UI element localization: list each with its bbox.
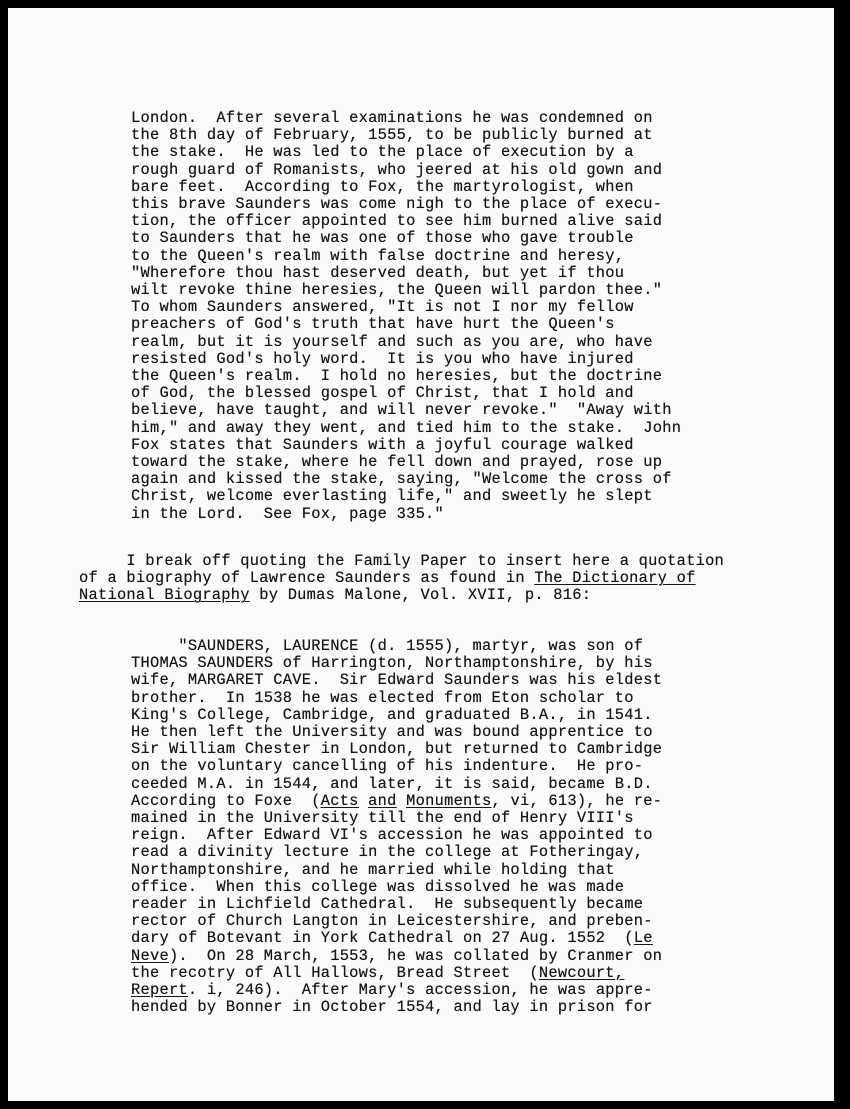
biography-line: wife, MARGARET CAVE. Sir Edward Saunders was his eldest <box>131 671 663 690</box>
reference-title: Newcourt, <box>538 963 625 982</box>
biography-line: reader in Lichfield Cathedral. He subsequently became <box>131 895 644 914</box>
biography-line: Sir William Chester in London, but returned to Cambridge <box>131 740 663 759</box>
biography-line: hended by Bonner in October 1554, and lay in prison for <box>131 998 653 1017</box>
book-title: The Dictionary of <box>534 569 696 588</box>
quote-line: to the Queen's realm with false doctrine and heresy, <box>131 246 625 265</box>
quote-line: the stake. He was led to the place of execution by a <box>131 143 634 162</box>
biography-text: dary of Botevant in York Cathedral on 27 Aug. 1552 ( <box>131 929 634 948</box>
quote-line: bare feet. According to Fox, the martyrologist, when <box>131 177 634 196</box>
martyrdom-quote <box>131 110 681 523</box>
quote-line: to Saunders that he was one of those who gave trouble <box>131 229 634 248</box>
intro-line <box>79 570 724 587</box>
reference-title: Repert <box>131 981 188 1000</box>
quote-line: rough guard of Romanists, who jeered at his old gown and <box>131 160 663 179</box>
biography-line <box>131 930 662 947</box>
biography-text: . i, 246). After Mary's accession, he was appre- <box>187 981 653 1000</box>
quote-line: in the Lord. See Fox, page 335." <box>131 504 445 523</box>
biography-text: the recotry of All Hallows, Bread Street ( <box>131 963 539 982</box>
biography-line: King's College, Cambridge, and graduated B.A., in 1541. <box>131 705 653 724</box>
biography-text <box>359 792 369 810</box>
reference-title: Neve <box>131 946 169 965</box>
intro-text: of a biography of Lawrence Saunders as found in <box>79 569 535 588</box>
quote-line: him," and away they went, and tied him to the stake. John <box>131 418 682 437</box>
biography-line <box>131 982 662 999</box>
quote-line: To whom Saunders answered, "It is not I nor my fellow <box>131 298 634 317</box>
quote-line: of God, the blessed gospel of Christ, that I hold and <box>131 384 634 403</box>
biography-line <box>131 793 662 810</box>
biography-line: "SAUNDERS, LAURENCE (d. 1555), martyr, was son of <box>131 637 644 655</box>
biography-text: , vi, 613), he re- <box>491 791 663 810</box>
biography-line: reign. After Edward VI's accession he was appointed to <box>131 826 653 845</box>
biography-line: office. When this college was dissolved he was made <box>131 877 625 896</box>
biography-line: mained in the University till the end of Henry VIII's <box>131 809 634 828</box>
book-title: National Biography <box>79 586 250 605</box>
quote-line: believe, have taught, and will never revoke." "Away with <box>131 401 672 420</box>
biography-line <box>131 965 662 982</box>
quote-line: "Wherefore thou hast deserved death, but yet if thou <box>131 263 625 282</box>
reference-title: Monuments <box>406 791 492 810</box>
biography-line: He then left the University and was bound apprentice to <box>131 723 653 742</box>
quote-line: Fox states that Saunders with a joyful courage walked <box>131 435 634 454</box>
biography-line: on the voluntary cancelling of his indenture. He pro- <box>131 757 644 776</box>
intro-text: by Dumas Malone, Vol. XVII, p. 816: <box>249 586 592 605</box>
biography-line: brother. In 1538 he was elected from Eton scholar to <box>131 688 634 707</box>
document-page <box>8 8 834 1101</box>
biography-line: Northamptonshire, and he married while holding that <box>131 860 615 879</box>
biography-line: ceeded M.A. in 1544, and later, it is said, became B.D. <box>131 774 653 793</box>
biography-line: THOMAS SAUNDERS of Harrington, Northamptonshire, by his <box>131 654 653 673</box>
quote-line: the Queen's realm. I hold no heresies, but the doctrine <box>131 367 663 386</box>
reference-title: and <box>368 791 397 810</box>
biography-text <box>397 792 407 810</box>
biography-text: According to Foxe ( <box>131 791 321 810</box>
reference-title: Le <box>633 929 653 948</box>
biography-line: rector of Church Langton in Leicestershire, and preben- <box>131 912 653 931</box>
biography-quote <box>131 638 662 1016</box>
biography-line: read a divinity lecture in the college at Fotheringay, <box>131 843 644 862</box>
intro-line <box>79 587 724 604</box>
biography-line <box>131 948 662 965</box>
quote-line: tion, the officer appointed to see him burned alive said <box>131 212 663 231</box>
quote-line: realm, but it is yourself and such as you are, who have <box>131 332 653 351</box>
quote-line: Christ, welcome everlasting life," and sweetly he slept <box>131 487 653 506</box>
biography-text: ). On 28 March, 1553, he was collated by Cranmer on <box>168 946 663 965</box>
quote-line: the 8th day of February, 1555, to be publicly burned at <box>131 126 653 145</box>
quote-line: preachers of God's truth that have hurt the Queen's <box>131 315 615 334</box>
quote-line: toward the stake, where he fell down and prayed, rose up <box>131 453 663 472</box>
quote-line: this brave Saunders was come nigh to the place of execu- <box>131 195 663 214</box>
quote-line: London. After several examinations he was condemned on <box>131 109 653 127</box>
quote-line: resisted God's holy word. It is you who have injured <box>131 349 634 368</box>
quote-line: wilt revoke thine heresies, the Queen will pardon thee." <box>131 281 663 300</box>
quote-line: again and kissed the stake, saying, "Welcome the cross of <box>131 470 672 489</box>
intro-paragraph <box>79 553 724 605</box>
intro-line: I break off quoting the Family Paper to insert here a quotation <box>79 552 725 570</box>
reference-title: Acts <box>320 791 359 810</box>
